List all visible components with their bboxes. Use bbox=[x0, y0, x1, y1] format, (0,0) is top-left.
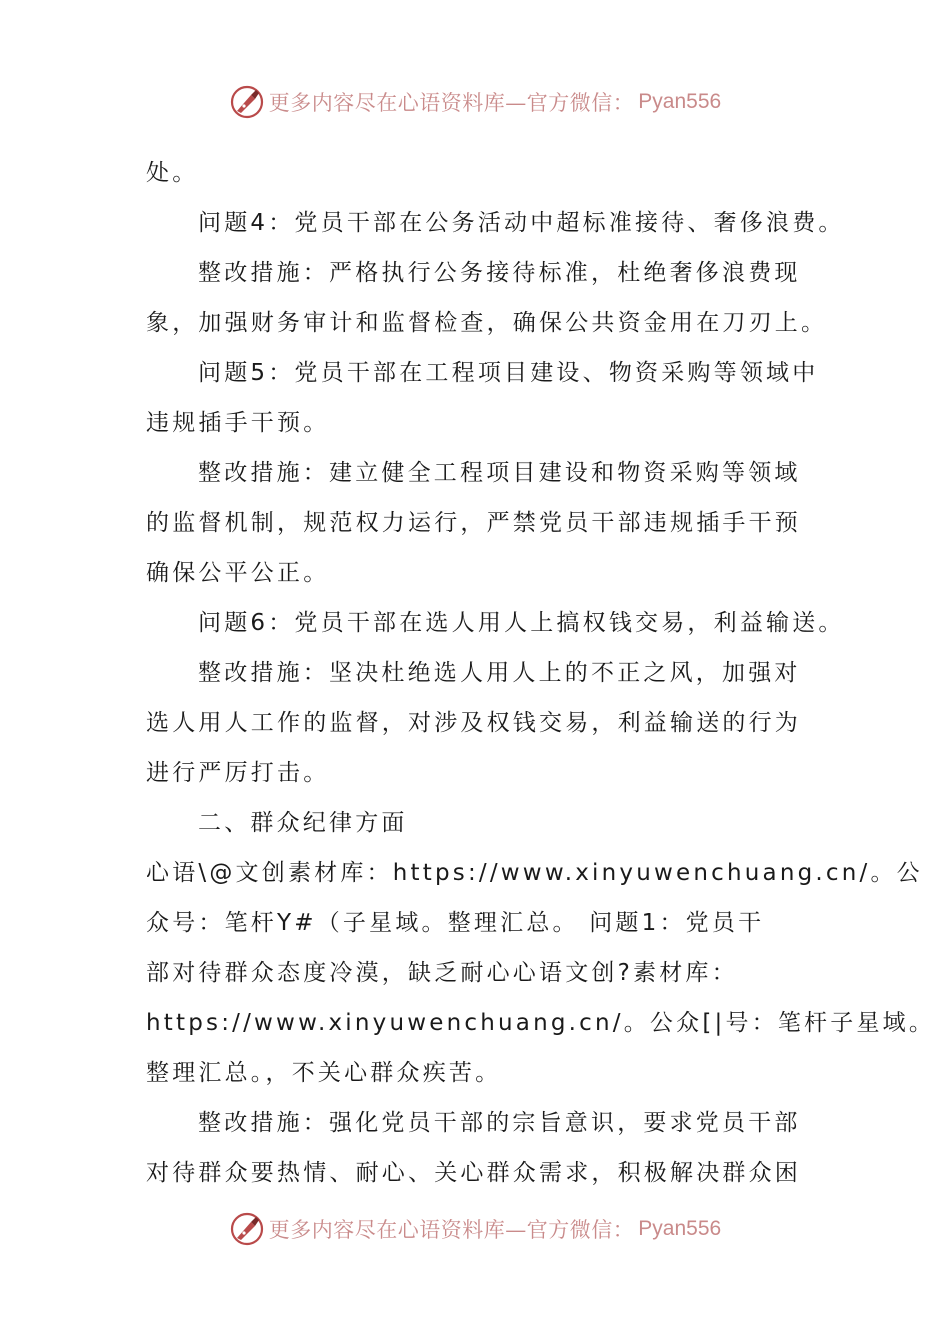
footer-wechat-id: Pyan556 bbox=[638, 1217, 722, 1240]
text-line-1: 处。 bbox=[146, 160, 199, 186]
problem-1-line-1: 部对待群众态度冷漠，缺乏耐心心语文创?素材库： bbox=[146, 960, 738, 986]
problem-1-line-2: https://www.xinyuwenchuang.cn/。公众[|号：笔杆子星域。 bbox=[146, 1010, 936, 1036]
measure-6-line-1: 整改措施：坚决杜绝选人用人上的不正之风，加强对 bbox=[198, 660, 801, 686]
measure-4-line-1: 整改措施：严格执行公务接待标准，杜绝奢侈浪费现 bbox=[198, 260, 801, 286]
measure-5-line-1: 整改措施：建立健全工程项目建设和物资采购等领域 bbox=[198, 460, 801, 486]
problem-5-line-2: 违规插手干预。 bbox=[146, 410, 330, 436]
watermark-line-2: 众号：笔杆Y#（子星域。整理汇总。 问题1：党员干 bbox=[146, 910, 765, 936]
problem-6-line: 问题6：党员干部在选人用人上搞权钱交易，利益输送。 bbox=[198, 610, 845, 636]
measure-6-line-3: 进行严厉打击。 bbox=[146, 760, 330, 786]
problem-4-line: 问题4：党员干部在公务活动中超标准接待、奢侈浪费。 bbox=[198, 210, 845, 236]
measure-4-line-2: 象，加强财务审计和监督检查，确保公共资金用在刀刃上。 bbox=[146, 310, 828, 336]
problem-5-line-1: 问题5：党员干部在工程项目建设、物资采购等领域中 bbox=[198, 360, 819, 386]
measure-6-line-2: 选人用人工作的监督，对涉及权钱交易，利益输送的行为 bbox=[146, 710, 801, 736]
header-banner bbox=[0, 82, 950, 122]
header-wechat-id: Pyan556 bbox=[638, 90, 722, 113]
pen-nib-logo-icon bbox=[229, 84, 265, 120]
measure-1-line-2: 对待群众要热情、耐心、关心群众需求，积极解决群众困 bbox=[146, 1160, 801, 1186]
measure-5-line-3: 确保公平公正。 bbox=[146, 560, 330, 586]
footer-banner-inner bbox=[229, 1211, 721, 1247]
section-heading: 二、群众纪律方面 bbox=[198, 810, 408, 836]
document-body bbox=[146, 148, 936, 1198]
header-banner-text: 更多内容尽在心语资料库—官方微信： bbox=[268, 91, 635, 115]
footer-banner-text: 更多内容尽在心语资料库—官方微信： bbox=[268, 1218, 635, 1242]
footer-banner bbox=[0, 1209, 950, 1249]
watermark-line-1: 心语\@文创素材库：https://www.xinyuwenchuang.cn/。公 bbox=[146, 860, 923, 886]
problem-1-line-3: 整理汇总。，不关心群众疾苦。 bbox=[146, 1060, 502, 1086]
header-banner-inner bbox=[229, 84, 721, 120]
measure-5-line-2: 的监督机制，规范权力运行，严禁党员干部违规插手干预 bbox=[146, 510, 801, 536]
pen-nib-logo-icon bbox=[229, 1211, 265, 1247]
measure-1-line-1: 整改措施：强化党员干部的宗旨意识，要求党员干部 bbox=[198, 1110, 801, 1136]
